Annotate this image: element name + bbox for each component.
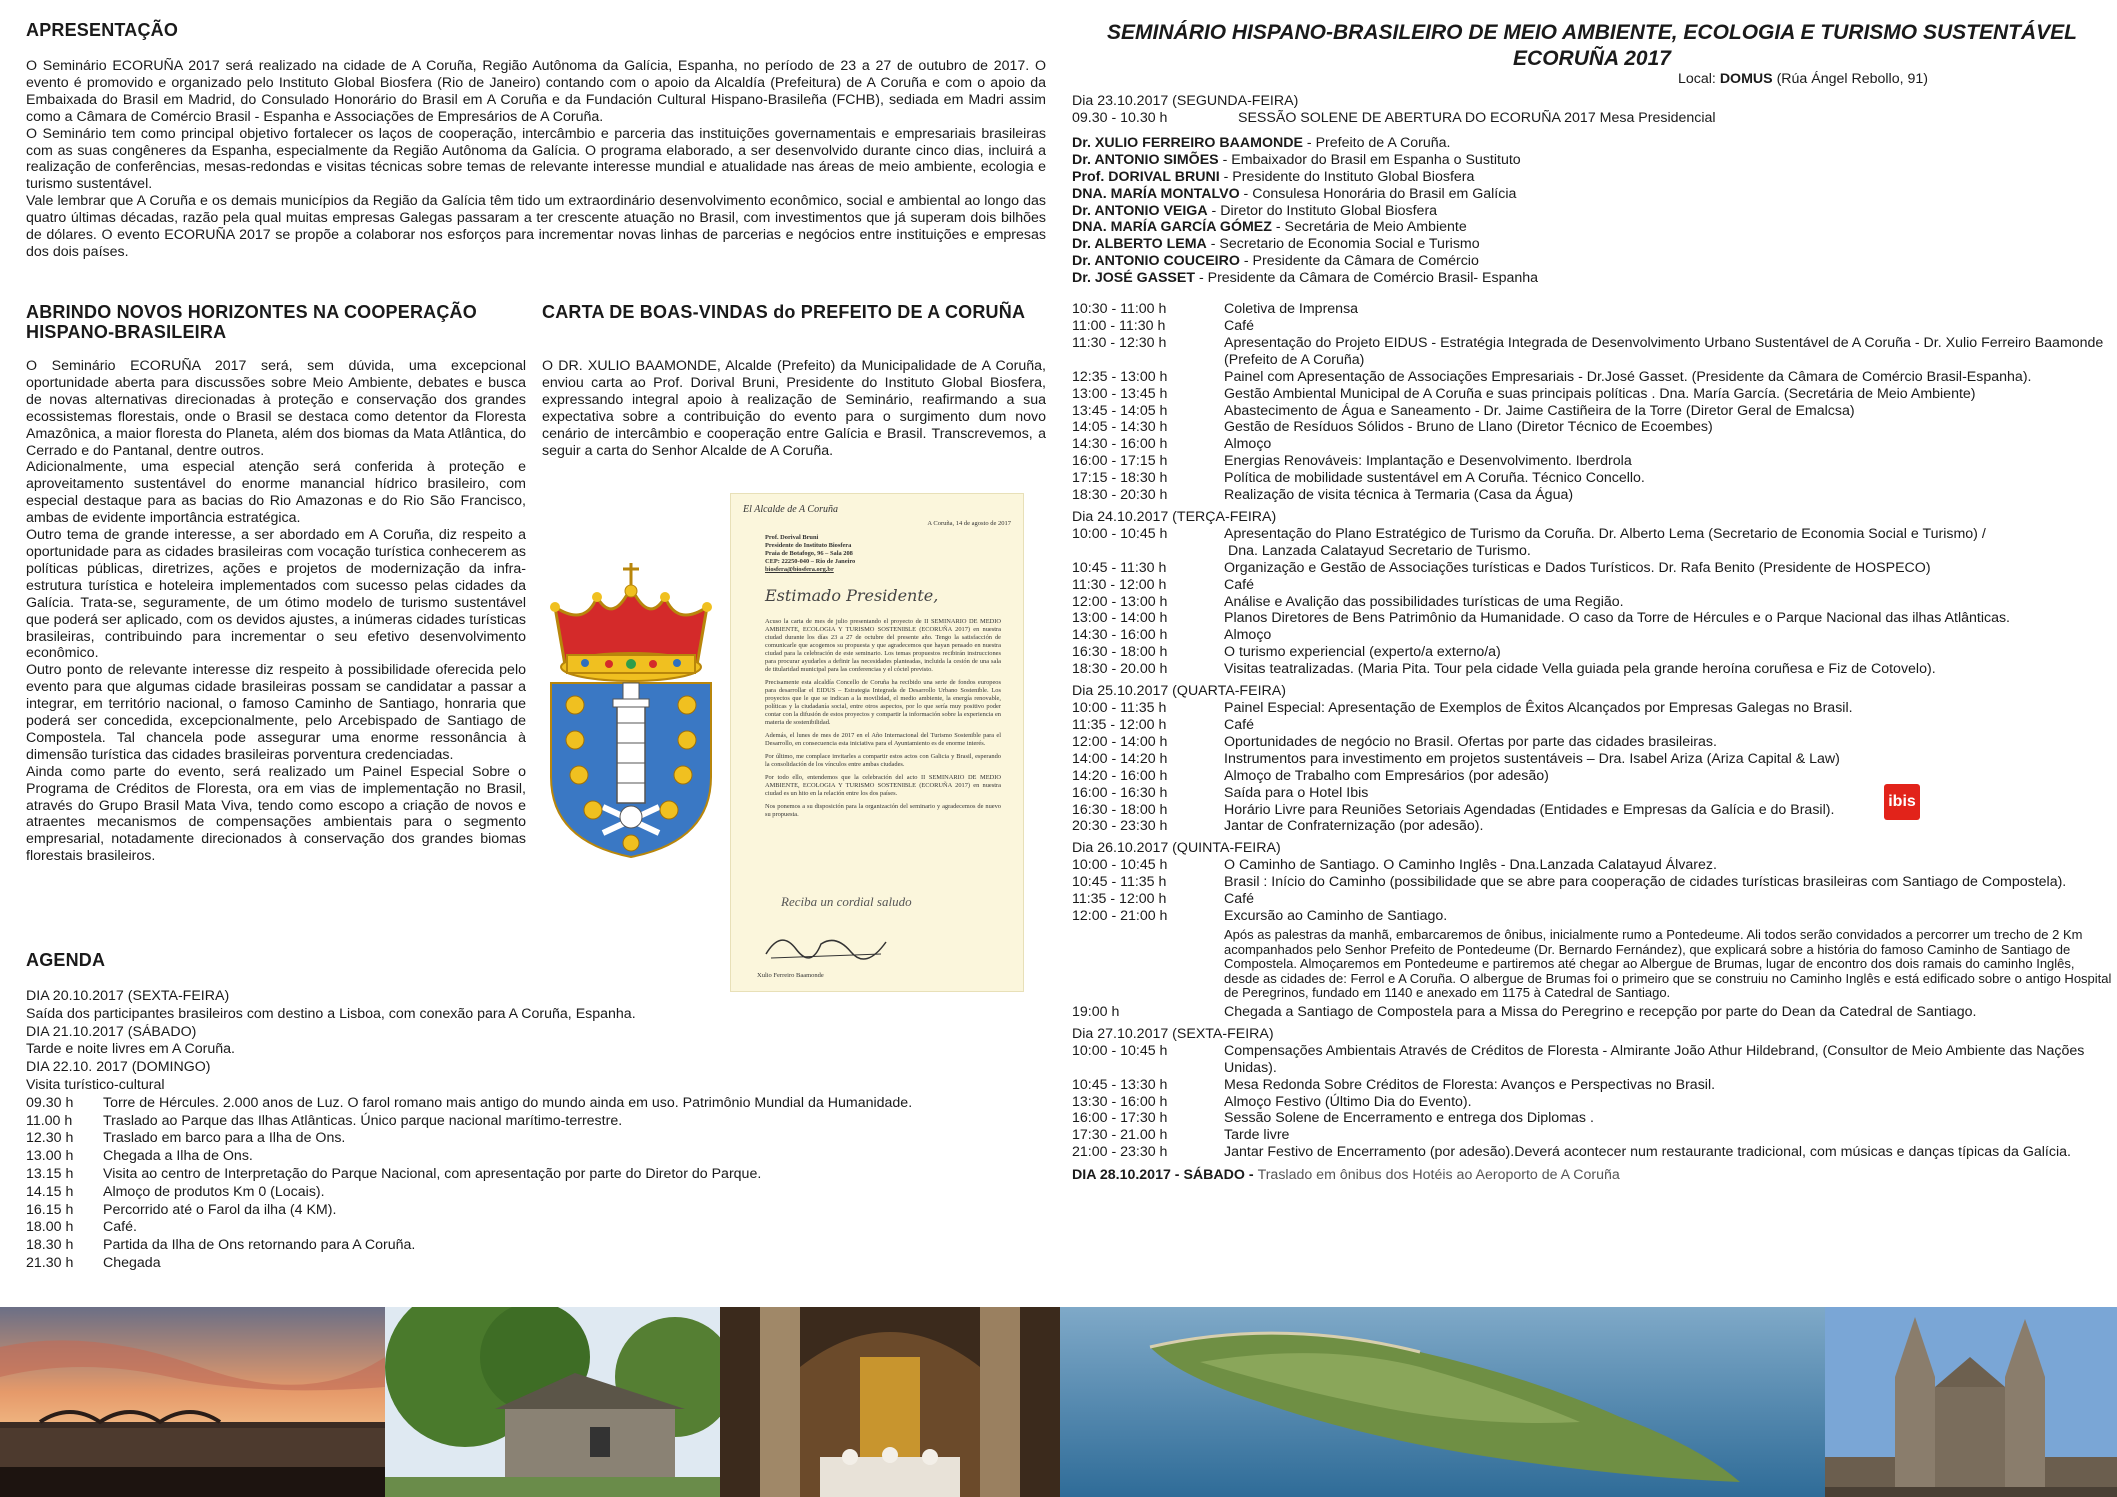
schedule-row: 13:00 - 14:00 h Planos Diretores de Bens Patrimônio da Humanidade. O caso da Torre de Hércules e o Parque Nacional das ilhas Atlânticas. (1072, 610, 2010, 627)
schedule-row: 10:00 - 10:45 h O Caminho de Santiago. O Caminho Inglês - Dna.Lanzada Calatayud Álvarez. (1072, 857, 1717, 874)
welcome-letter (730, 493, 1024, 992)
agenda-line: Tarde e noite livres em A Coruña. (26, 1041, 235, 1058)
ibis-logo-icon: ibis (1884, 784, 1920, 820)
letter-date: A Coruña, 14 de agosto de 2017 (927, 520, 1011, 527)
schedule-row: 11:35 - 12:00 h Café (1072, 717, 1254, 733)
stone-house-photo (385, 1307, 720, 1497)
seminar-title-line: ECORUÑA 2017 (1513, 47, 1671, 70)
cathedral-interior-photo (720, 1307, 1060, 1497)
schedule-row: 10:00 - 10:45 h Compensações Ambientais Através de Créditos de Floresta - Almirante João Athur Hildebrand, (Consultor de Meio Ambiente das Nações Unidas). (1072, 1042, 2085, 1076)
letter-paragraph: Precisamente esta alcaldía Concello de Coruña ha recibido una serie de fondos europeos para desarrollar el EIDUS – Estrategia Integrada de Desarrollo Urbano Sostenible. Los proyectos que le que se indican a la movilidad, el medio ambiente, la energía renovable, políticas y la ciudadanía social, entre otros aspectos, por lo que sería muy positivo poder contar con la difusión de estos proyectos y compartir la información sobre la experiencia en materia de sostenibilidad. (765, 679, 1001, 726)
schedule-row: 14:05 - 14:30 h Gestão de Resíduos Sólidos - Bruno de Llano (Diretor Técnico de Ecoembes) (1072, 419, 1713, 436)
schedule-row: 10:45 - 11:30 h Organização e Gestão de Associações turísticas e Dados Turísticos. Dr. Rafa Benito (Presidente de HOSPECO) (1072, 559, 1931, 576)
schedule-row: 11:35 - 12:00 h Café (1072, 891, 1254, 908)
schedule-row: 18:30 - 20:30 h Realização de visita técnica à Termaria (Casa da Água) (1072, 487, 1574, 504)
letter-address-line: Presidente do Instituto Biosfera (765, 542, 852, 549)
schedule-row: 12:00 - 14:00 h Oportunidades de negócio no Brasil. Ofertas por parte das cidades brasileiras. (1072, 733, 1717, 750)
agenda-line: 16.15 h Percorrido até o Farol da ilha (4 KM). (26, 1201, 337, 1218)
schedule (1072, 88, 2112, 1184)
agenda-line: DIA 21.10.2017 (SÁBADO) (26, 1023, 197, 1040)
schedule-row: 10:30 - 11:00 h Coletiva de Imprensa (1072, 301, 1359, 318)
day-heading: Dia 27.10.2017 (SEXTA-FEIRA) (1072, 1025, 1274, 1042)
schedule-row: 13:00 - 13:45 h Gestão Ambiental Municipal de A Coruña e suas principais políticas . Dna. María García. (Secretária de Meio Ambiente) (1072, 385, 1976, 402)
agenda-line: 12.30 h Traslado em barco para a Ilha de Ons. (26, 1130, 346, 1147)
santiago-cathedral-photo (1825, 1307, 2117, 1497)
presidential-member: Dr. JOSÉ GASSET - Presidente da Câmara de Comércio Brasil- Espanha (1072, 270, 1539, 287)
carta-heading: CARTA DE BOAS-VINDAS do PREFEITO DE A CORUÑA (542, 302, 1026, 322)
schedule-row: 10:00 - 10:45 h Apresentação do Plano Estratégico de Turismo da Coruña. Dr. Alberto Lema (Secretario de Economia Social e Turismo) / (1072, 525, 1986, 542)
sunset-bridge-photo (0, 1307, 385, 1497)
letter-body (765, 618, 1001, 819)
letter-paragraph: Por último, me complace invitarles a compartir estos actos con Galicia y Brasil, esperando la consolidación de los vínculos entre ambas ciudades. (765, 753, 1001, 768)
horizontes-paragraph: Outro tema de grande interesse, a ser abordado em A Coruña, diz respeito a oportunidade para as cidades brasileiras com vocação turística conhecerem as políticas públicas, diretrizes, ações e projetos de modernização da infra-estrutura turística e hoteleira implementados com sucesso pelas cidades da Galícia. Trata-se, seguramente, de um ótimo modelo de turismo sustentável que poderá ser aplicado, com os devidos ajustes, a inúmeras cidades turísticas brasileiras, contribuindo para incrementar o seu efetivo desenvolvimento econômico. (26, 527, 526, 662)
letter-closing: Reciba un cordial saludo (781, 894, 912, 909)
presidential-member: Dr. ANTONIO SIMÕES - Embaixador do Brasil em Espanha o Sustituto (1072, 151, 1521, 168)
letter-paragraph: Nos ponemos a su disposición para la organización del seminario y agradecemos de nuevo su propuesta. (765, 803, 1001, 818)
letter-signer: Xulio Ferreiro Baamonde (757, 972, 824, 979)
letter-paragraph: Acuso la carta de mes de julio presentando el proyecto de II SEMINARIO DE MEDIO AMBIENTE, ECOLOGIA Y TURISMO SOSTENIBLE (ECORUÑA 2017) en nuestra ciudad durante los días 23 a 27 de octubre del presente año. Tengo la satisfacción de comunicarle que acogemos su propuesta y que agradecemos que hayan pensado en nuestra ciudad para la celebración de este seminario. Los temas propuestos recibirán instrucciones para procurar ayudarles a definir las necesidades planteadas, incluida la cesión de una sala de titularidad municipal para las conferencias y el cóctel previsto. (765, 618, 1001, 673)
day23-rows (1072, 301, 2112, 504)
day-heading: Dia 25.10.2017 (QUARTA-FEIRA) (1072, 683, 1286, 700)
agenda-line: Visita turístico-cultural (26, 1076, 165, 1093)
horizontes-text (26, 358, 526, 865)
schedule-row: 12:00 - 13:00 h Análise e Avalição das possibilidades turísticas de uma Região. (1072, 593, 1624, 610)
signature-icon (761, 924, 891, 964)
schedule-row: Dna. Lanzada Calatayud Secretario de Turismo. (1228, 542, 1531, 559)
day-heading: Dia 26.10.2017 (QUINTA-FEIRA) (1072, 840, 1281, 857)
horizontes-paragraph: Adicionalmente, uma especial atenção será conferida à proteção e aproveitamento sustentável do enorme manancial hídrico brasileiro, com especial destaque para as bacias do Rio Amazonas e do Rio São Francisco, ambas de evidente importância estratégica. (26, 459, 526, 527)
schedule-row: 16:00 - 16:30 h Saída para o Hotel Ibis (1072, 784, 1369, 801)
coat-of-arms-icon (545, 555, 717, 860)
letter-header: El Alcalde de A Coruña (743, 504, 838, 515)
day28-line: DIA 28.10.2017 - SÁBADO - Traslado em ônibus dos Hotéis ao Aeroporto de A Coruña (1072, 1167, 1620, 1184)
schedule-row: 10:00 - 11:35 h Painel Especial: Apresentação de Exemplos de Êxitos Alcançados por Empresas Galegas no Brasil. (1072, 700, 1853, 717)
carta-text: O DR. XULIO BAAMONDE, Alcalde (Prefeito) da Municipalidade de A Coruña, enviou carta ao Prof. Dorival Bruni, Presidente do Instituto Global Biosfera, expressando integral apoio à realização de Seminário, reafirmando a sua expectativa sobre a contribuição do evento para o surgimento dum novo cenário de intercâmbio e cooperação entre Galícia e Brasil. Transcrevemos, a seguir a carta do Senhor Alcalde de A Coruña. (542, 358, 1046, 459)
schedule-row: 19:00 h Chegada a Santiago de Compostela para a Missa do Peregrino e recepção por parte do Dean da Catedral de Santiago. (1072, 1003, 1977, 1020)
presidential-member: Prof. DORIVAL BRUNI - Presidente do Instituto Global Biosfera (1072, 168, 1475, 185)
letter-address (765, 534, 965, 574)
horizontes-paragraph: O Seminário ECORUÑA 2017 será, sem dúvida, uma excepcional oportunidade aberta para discussões sobre Meio Ambiente, debates e busca de novas alternativas direcionadas à proteção e conservação dos grandes ecossistemas florestais, onde o Brasil se destaca como detentor da Floresta Amazônica, a maior floresta do Planeta, além dos biomas da Mata Atlântica, do Cerrado e do Pantanal, dentre outros. (26, 358, 526, 459)
apresentacao-paragraph: Vale lembrar que A Coruña e os demais municípios da Região da Galícia têm tido um extraordinário desenvolvimento econômico, social e ambiental ao longo das quatro últimas décadas, razão pela qual muitas empresas Galegas passaram a ter crescente atuação no Brasil, com investimentos que já superam dois bilhões de dólares. O evento ECORUÑA 2017 se propõe a colaborar nos esforços para incrementar novas linhas de parcerias e negócios entre instituições e empresas dos dois países. (26, 193, 1046, 260)
horizontes-paragraph: Outro ponto de relevante interesse diz respeito à possibilidade oferecida pelo evento para que algumas cidade brasileiras possam se candidatar a passar a integrar, em território nacional, o famoso Caminho de Santiago, honraria que poderá ser concedida, excepcionalmente, pelo Arcebispado de Santiago de Compostela. Tal chancela pode assegurar uma enorme ressonância à dimensão turística das cidades brasileiras porventura credenciadas. (26, 662, 526, 763)
letter-address-line: Prof. Dorival Bruni (765, 534, 819, 541)
letter-paragraph: Además, el lunes de mes de 2017 en el Año Internacional del Turismo Sostenible para el Desarrollo, en consecuencia esta iniciativa para el Ayuntamiento es de enorme interés. (765, 732, 1001, 747)
agenda-line: Saída dos participantes brasileiros com destino a Lisboa, com conexão para A Coruña, Espanha. (26, 1005, 636, 1022)
letter-greeting: Estimado Presidente, (765, 586, 939, 605)
agenda-line: 13.00 h Chegada a Ilha de Ons. (26, 1148, 253, 1165)
excursion-note: Após as palestras da manhã, embarcaremos de ônibus, inicialmente rumo a Pontedeume. Ali todos serão convidados a percorrer um trecho de 2 Km acompanhados pelo Senhor Prefeito de Pontedeume (Dr. Bernardo Fernández), que explicará sobre a história do famoso Caminho de Santiago de Compostela. Almoçaremos em Pontedeume e partiremos até chegar ao Albergue de Brumas, lugar de encontro dos dois ramais do caminho Inglês, desde as cidades de: Ferrol e A Coruña. O albergue de Brumas foi o primeiro que se construiu no Caminho Inglês e está edificado sobre o antigo Hospital de Peregrinos, fundado em 1140 e anexado em 1175 à Catedral de Santiago. (1224, 926, 2112, 1001)
schedule-row: 16:00 - 17:15 h Energias Renováveis: Implantação e Desenvolvimento. Iberdrola (1072, 453, 1632, 470)
presidential-member: DNA. MARÍA GARCÍA GÓMEZ - Secretária de Meio Ambiente (1072, 219, 1467, 236)
schedule-row: 11:30 - 12:30 h Apresentação do Projeto EIDUS - Estratégia Integrada de Desenvolvimento Urbano Sustentável de A Coruña - Dr. Xulio Ferreiro Baamonde (Prefeito de A Coruña) (1072, 334, 2104, 368)
agenda-line: 11.00 h Traslado ao Parque das Ilhas Atlânticas. Único parque nacional marítimo-terrestre. (26, 1112, 623, 1129)
schedule-row: 14:30 - 16:00 h Almoço (1072, 627, 1272, 644)
atlantic-islands-aerial-photo (1060, 1307, 1825, 1497)
agenda-line: 13.15 h Visita ao centro de Interpretação do Parque Nacional, com apresentação por parte do Diretor do Parque. (26, 1165, 762, 1182)
schedule-row: 14:30 - 16:00 h Almoço (1072, 436, 1272, 453)
schedule-row: 21:00 - 23:30 h Jantar Festivo de Encerramento (por adesão).Deverá acontecer num restaurante tradicional, com músicas e danças típicas da Galícia. (1072, 1144, 2071, 1161)
schedule-row: 12:35 - 13:00 h Painel com Apresentação de Associações Empresariais - Dr.José Gasset. (Presidente da Câmara de Comércio Brasil-Espanha). (1072, 368, 2032, 385)
presidential-member: Dr. ALBERTO LEMA - Secretario de Economia Social e Turismo (1072, 236, 1480, 253)
apresentacao-text (26, 58, 1046, 261)
agenda-heading: AGENDA (26, 950, 106, 970)
schedule-row: 16:30 - 18:00 h Horário Livre para Reuniões Setoriais Agendadas (Entidades e Empresas da Galícia e do Brasil). (1072, 801, 1835, 818)
schedule-row: 10:45 - 11:35 h Brasil : Início do Caminho (possibilidade que se abre para cooperação de cidades turísticas brasileiras com Santiago de Compostela). (1072, 874, 2067, 891)
horizontes-paragraph: Ainda como parte do evento, será realizado um Painel Especial Sobre o Programa de Créditos de Floresta, ora em vias de implementação no Brasil, através do Grupo Brasil Mata Viva, tendo como escopo a criação de novos e atraentes mecanismos de compensações ambientais para o segmento empresarial, notadamente direcionados à conservação dos grandes biomas florestais brasileiros. (26, 763, 526, 865)
presidential-member: Dr. XULIO FERREIRO BAAMONDE - Prefeito de A Coruña. (1072, 134, 1451, 151)
seminar-title-line: SEMINÁRIO HISPANO-BRASILEIRO DE MEIO AMBIENTE, ECOLOGIA E TURISMO SUSTENTÁVEL (1107, 21, 2077, 44)
letter-address-line: Praia de Botafogo, 96 – Sala 208 (765, 550, 853, 557)
agenda-line: 09.30 h Torre de Hércules. 2.000 anos de Luz. O farol romano mais antigo do mundo ainda em uso. Patrimônio Mundial da Humanidade. (26, 1094, 913, 1111)
day-heading: Dia 23.10.2017 (SEGUNDA-FEIRA) (1072, 93, 1299, 109)
schedule-row: 14:20 - 16:00 h Almoço de Trabalho com Empresários (por adesão) (1072, 767, 1549, 784)
schedule-row: 12:00 - 21:00 h Excursão ao Caminho de Santiago. (1072, 908, 1448, 925)
presidential-member: Dr. ANTONIO VEIGA - Diretor do Instituto Global Biosfera (1072, 202, 1438, 219)
presidential-table (1072, 135, 2112, 287)
schedule-row: 17:15 - 18:30 h Política de mobilidade sustentável em A Coruña. Técnico Concello. (1072, 470, 1645, 487)
schedule-row: 13:30 - 16:00 h Almoço Festivo (Último Dia do Evento). (1072, 1093, 1472, 1110)
seminar-title (1072, 20, 2112, 72)
schedule-row: 17:30 - 21.00 h Tarde livre (1072, 1127, 1290, 1144)
schedule-row: 16:00 - 17:30 h Sessão Solene de Encerramento e entrega dos Diplomas . (1072, 1110, 1594, 1127)
presidential-member: DNA. MARÍA MONTALVO - Consulesa Honorária do Brasil em Galícia (1072, 185, 1517, 202)
agenda-list (26, 988, 1046, 1273)
presidential-member: Dr. ANTONIO COUCEIRO - Presidente da Câmara de Comércio (1072, 253, 1479, 270)
day-heading: Dia 24.10.2017 (TERÇA-FEIRA) (1072, 508, 1277, 525)
agenda-line: 18.30 h Partida da Ilha de Ons retornando para A Coruña. (26, 1237, 416, 1254)
schedule-row: 10:45 - 13:30 h Mesa Redonda Sobre Créditos de Floresta: Avanços e Perspectivas no Brasil. (1072, 1076, 1716, 1093)
apresentacao-paragraph: O Seminário ECORUÑA 2017 será realizado na cidade de A Coruña, Região Autônoma da Galícia, Espanha, no período de 23 a 27 de outubro de 2017. O evento é promovido e organizado pelo Instituto Global Biosfera (Rio de Janeiro) contando com o apoio da Alcaldía (Prefeitura) de A Coruña e com o apoio da Embaixada do Brasil em Madrid, do Consulado Honorário do Brasil em A Coruña e da Fundación Cultural Hispano-Brasileña (FCHB), sediada em Madri assim como a Câmara de Comércio Brasil - Espanha e Associações de Empresários de A Coruña. (26, 58, 1046, 125)
agenda-line: DIA 20.10.2017 (SEXTA-FEIRA) (26, 988, 230, 1004)
schedule-row: 11:30 - 12:00 h Café (1072, 576, 1254, 593)
schedule-row: 20:30 - 23:30 h Jantar de Confraternização (por adesão). (1072, 818, 1484, 835)
agenda-line: 14.15 h Almoço de produtos Km 0 (Locais). (26, 1183, 325, 1200)
agenda-line: 21.30 h Chegada (26, 1254, 161, 1271)
apresentacao-paragraph: O Seminário tem como principal objetivo fortalecer os laços de cooperação, intercâmbio e parceria das instituições governamentais e empresariais brasileiras com as suas congêneres da Espanha, especialmente da Região Autônoma da Galícia. O programa elaborado, a ser desenvolvido durante cinco dias, incluirá a realização de conferências, mesas-redondas e visitas técnicas sobre temas de relevante interesse mundial e atualidade nas áreas de meio ambiente, ecologia e turismo sustentável. (26, 125, 1046, 193)
venue: Local: DOMUS (Rúa Ángel Rebollo, 91) (1678, 71, 1928, 87)
schedule-row: 11:00 - 11:30 h Café (1072, 317, 1254, 334)
agenda-line: 18.00 h Café. (26, 1219, 137, 1236)
letter-address-line: biosfera@biosfera.org.br (765, 566, 834, 573)
letter-paragraph: Por todo ello, entendemos que la celebración del acto II SEMINARIO DE MEDIO AMBIENTE, ECOLOGIA Y TURISMO SOSTENIBLE (ECORUÑA 2017) en nuestra ciudad es un hito en la relación entre los dos países. (765, 774, 1001, 797)
schedule-row: 09.30 - 10.30 h SESSÃO SOLENE DE ABERTURA DO ECORUÑA 2017 Mesa Presidencial (1072, 110, 1716, 126)
horizontes-heading: ABRINDO NOVOS HORIZONTES NA COOPERAÇÃO HISPANO-BRASILEIRA (26, 302, 477, 342)
letter-address-line: CEP: 22250-040 – Rio de Janeiro (765, 558, 856, 565)
apresentacao-heading: APRESENTAÇÃO (26, 20, 179, 40)
day25-rows (1072, 700, 2112, 835)
schedule-row: 13:45 - 14:05 h Abastecimento de Água e Saneamento - Dr. Jaime Castiñeira de la Torre (Diretor Geral de Emalcsa) (1072, 402, 1855, 419)
schedule-row: 16:30 - 18:00 h O turismo experiencial (experto/a externo/a) (1072, 644, 1501, 661)
schedule-row: 14:00 - 14:20 h Instrumentos para investimento em projetos sustentáveis – Dra. Isabel Ariza (Ariza Capital & Law) (1072, 750, 1840, 767)
schedule-row: 18:30 - 20.00 h Visitas teatralizadas. (Maria Pita. Tour pela cidade Vella guiada pela grande heroína coruñesa e Fiz de Cotovelo). (1072, 661, 1936, 678)
agenda-line: DIA 22.10. 2017 (DOMINGO) (26, 1059, 211, 1076)
